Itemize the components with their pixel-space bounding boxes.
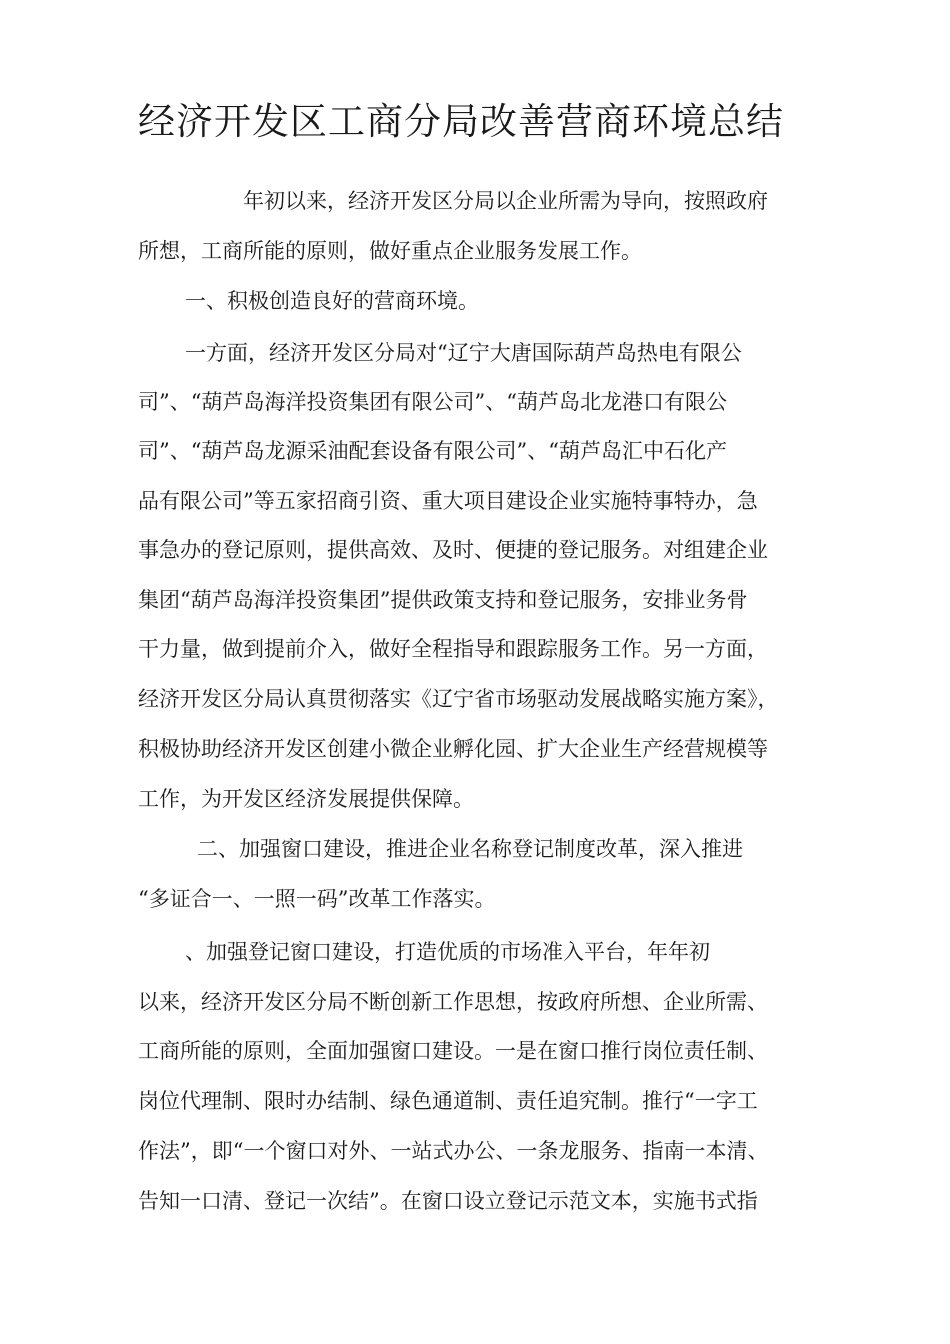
- paragraph-line: 集团“葫芦岛海洋投资集团”提供政策支持和登记服务，安排业务骨: [138, 588, 748, 612]
- paragraph-line: 年初以来，经济开发区分局以企业所需为导向，按照政府: [243, 189, 768, 213]
- paragraph-line: 岗位代理制、限时办结制、绿色通道制、责任追究制。推行“一字工: [138, 1089, 758, 1113]
- paragraph-line: 以来，经济开发区分局不断创新工作思想，按政府所想、企业所需、: [138, 990, 768, 1014]
- paragraph-line: 所想，工商所能的原则，做好重点企业服务发展工作。: [138, 239, 642, 263]
- paragraph-line: 工商所能的原则，全面加强窗口建设。一是在窗口推行岗位责任制、: [138, 1039, 768, 1063]
- paragraph-line: 积极协助经济开发区创建小微企业孵化园、扩大企业生产经营规模等: [138, 737, 768, 761]
- paragraph-line: 作法”，即“一个窗口对外、一站式办公、一条龙服务、指南一本清、: [138, 1139, 769, 1163]
- paragraph-line: 一方面，经济开发区分局对“辽宁大唐国际葫芦岛热电有限公: [185, 341, 742, 365]
- paragraph-line: 工作，为开发区经济发展提供保障。: [138, 787, 474, 811]
- section-heading: “多证合一、一照一码”改革工作落实。: [138, 887, 496, 911]
- paragraph-line: 、加强登记窗口建设，打造优质的市场准入平台，年年初: [185, 940, 710, 964]
- section-heading: 一、积极创造良好的营商环境。: [185, 289, 479, 313]
- paragraph-line: 告知一口清、登记一次结”。在窗口设立登记示范文本，实施书式指: [138, 1189, 758, 1213]
- section-heading: 二、加强窗口建设，推进企业名称登记制度改革，深入推进: [197, 837, 743, 861]
- document-title: 经济开发区工商分局改善营商环境总结: [138, 100, 784, 143]
- paragraph-line: 事急办的登记原则，提供高效、及时、便捷的登记服务。对组建企业: [138, 538, 768, 562]
- paragraph-line: 经济开发区分局认真贯彻落实《辽宁省市场驱动发展战略实施方案》，: [138, 687, 779, 711]
- paragraph-line: 品有限公司”等五家招商引资、重大项目建设企业实施特事特办，急: [138, 489, 758, 513]
- paragraph-line: 司”、“葫芦岛海洋投资集团有限公司”、“葫芦岛北龙港口有限公: [138, 390, 727, 414]
- paragraph-line: 司”、“葫芦岛龙源采油配套设备有限公司”、“葫芦岛汇中石化产: [138, 439, 727, 463]
- paragraph-line: 干力量，做到提前介入，做好全程指导和跟踪服务工作。另一方面，: [138, 637, 768, 661]
